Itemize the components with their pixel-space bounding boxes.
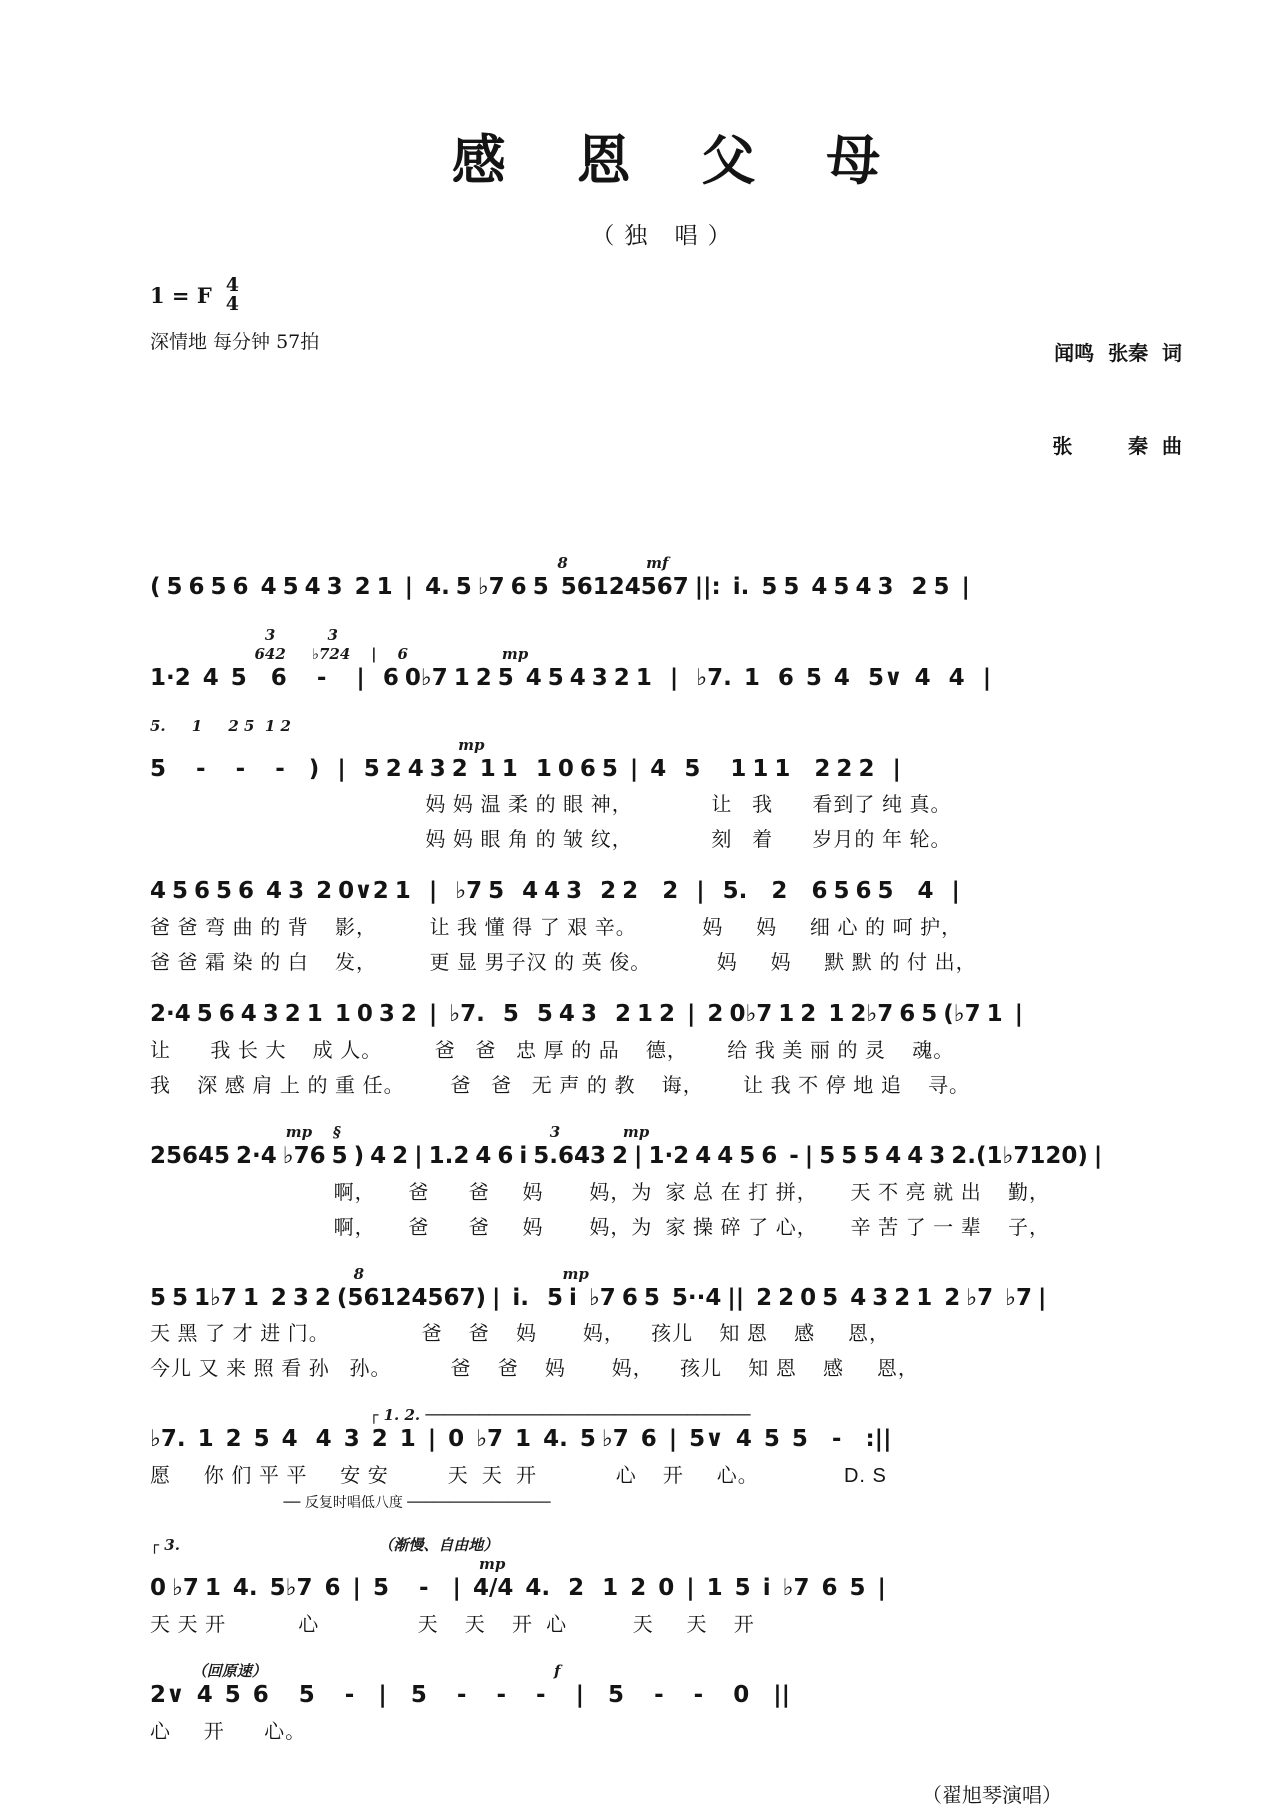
system-8 (150, 1406, 1182, 1512)
performer-note: （翟旭琴演唱） (922, 1782, 1062, 1807)
key-tempo-block (150, 276, 319, 354)
system-5-lyric-2: 我 深 感 肩 上 的 重 任。 爸 爸 无 声 的 教 诲， 让 我 不 停 地 追 寻。 (150, 1074, 971, 1097)
system-10-annotation-1: （回原速） f (150, 1661, 561, 1680)
time-signature (226, 276, 239, 315)
system-6-annotation-1: mp § 3 mp (150, 1122, 650, 1141)
system-3-annotation-2: mp (150, 735, 485, 754)
system-4 (150, 877, 1182, 976)
system-7-lyric-1: 天 黑 了 才 进 门。 爸 爸 妈 妈， 孩儿 知 恩 感 恩， (150, 1323, 890, 1346)
time-signature-top: 4 (225, 274, 239, 296)
system-9-notes: 0 ♭7 1 4. 5♭7 6 | 5 - | 4/4 4. 2 1 2 0 | 1 5 i ♭7 6 5 | (150, 1575, 886, 1601)
system-7 (150, 1265, 1182, 1383)
system-4-notes: 4 5 6 5 6 4 3 2 0∨2 1 | ♭7 5 4 4 3 2 2 2 | 5. 2 6 5 6 5 4 | (150, 878, 960, 905)
system-3-notes: 5 - - - ) | 5 2 4 3 2 1 1 1 0 6 5 | 4 5 1 1 1 2 2 2 | (150, 755, 901, 782)
system-3-annotation-1: 5. 1 2 5 1 2 (150, 716, 291, 735)
system-5-lyric-1: 让 我 长 大 成 人。 爸 爸 忠 厚 的 品 德， 给 我 美 丽 的 灵 魂。 (150, 1039, 955, 1062)
system-9-annotation-2: mp (150, 1555, 506, 1573)
system-1 (150, 554, 1182, 602)
system-2-annotation-2: 642 ♭724 | 6 mp (150, 644, 529, 663)
time-signature-bottom: 4 (225, 293, 239, 316)
system-8-annotation-1: ┌ 1. 2. ──────────────────────────────────── (150, 1406, 751, 1425)
system-3-lyric-1: 妈 妈 温 柔 的 眼 神， 让 我 看到了 纯 真。 (150, 794, 952, 817)
system-3 (150, 717, 1182, 854)
system-7-notes: 5 5 1♭7 1 2 3 2 (56124567) | i. 5 i ♭7 6 5 5··4 || 2 2 0 5 4 3 2 1 2 ♭7 ♭7 | (150, 1284, 1047, 1311)
composer-credit: 张 秦 曲 (1052, 434, 1182, 458)
system-6-lyric-1: 啊， 爸 爸 妈 妈，为 家 总 在 打 拼， 天 不 亮 就 出 勤， (150, 1181, 1050, 1204)
system-6-notes: 25645 2·4 ♭76 5 ) 4 2 | 1.2 4 6 i 5.643 2 | 1·2 4 4 5 6 - | 5 5 5 4 4 3 2.(1♭7120) | (150, 1142, 1103, 1169)
system-8-notes: ♭7. 1 2 5 4 4 3 2 1 | 0 ♭7 1 4. 5 ♭7 6 | 5∨ 4 5 5 - :|| (150, 1426, 892, 1453)
song-subtitle: （独 唱） (591, 223, 741, 249)
system-9-lyric-1: 天 天 开 心 天 天 开 心 天 天 开 (150, 1613, 755, 1636)
system-7-lyric-2: 今儿 又 来 照 看 孙 孙。 爸 爸 妈 妈， 孩儿 知 恩 感 恩， (150, 1358, 919, 1381)
system-6-lyric-2: 啊， 爸 爸 妈 妈，为 家 操 碎 了 心， 辛 苦 了 一 辈 子， (150, 1216, 1050, 1239)
system-10-notes: 2∨ 4 5 6 5 - | 5 - - - | 5 - - 0 || (150, 1681, 791, 1708)
system-1-annotation-2: 8 mf (150, 554, 669, 572)
system-1-notes: ( 5 6 5 6 4 5 4 3 2 1 | 4. 5 ♭7 6 5 56124567 ||: i. 5 5 4 5 4 3 2 5 | (150, 574, 970, 600)
system-9-annotation-1: ┌ 3. （渐慢、自由地） (150, 1536, 499, 1554)
system-10-lyric-1: 心 开 心。 (150, 1720, 307, 1743)
system-10 (150, 1662, 1182, 1745)
song-title: 感 恩 父 母 (451, 128, 907, 192)
key-signature-line (150, 276, 319, 315)
score-meta-row (150, 276, 1182, 524)
lyricist-credit: 闻鸣 张秦 词 (1054, 341, 1182, 365)
credits-block (1052, 276, 1182, 524)
tempo-marking: 深情地 每分钟 57拍 (150, 330, 320, 353)
system-3-lyric-2: 妈 妈 眼 角 的 皱 纹， 刻 着 岁月的 年 轮。 (150, 829, 952, 852)
system-2 (150, 626, 1182, 693)
system-4-lyric-1: 爸 爸 弯 曲 的 背 影， 让 我 懂 得 了 艰 辛。 妈 妈 细 心 的 呵 护， (150, 917, 963, 939)
system-9 (150, 1536, 1182, 1638)
key-signature: 1 = F (150, 282, 212, 308)
system-4-lyric-2: 爸 爸 霜 染 的 白 发， 更 显 男子汉 的 英 俊。 妈 妈 默 默 的 付 出， (150, 952, 977, 974)
system-8-lyric-1: 愿 你 们 平 平 安 安 天 天 开 心 开 心。 D. S (150, 1465, 887, 1487)
system-6 (150, 1123, 1182, 1241)
system-7-annotation-1: 8 mp (150, 1264, 589, 1283)
notation-systems (150, 554, 1182, 1745)
system-2-annotation-1: 3 3 (150, 625, 338, 644)
system-5 (150, 1000, 1182, 1099)
system-2-notes: 1·2 4 5 6 - | 6 0♭7 1 2 5 4 5 4 3 2 1 | ♭7. 1 6 5 4 5∨ 4 4 | (150, 664, 992, 691)
system-8-below-note: ── 反复时唱低八度 ───────────────── (150, 1495, 551, 1511)
system-5-notes: 2·4 5 6 4 3 2 1 1 0 3 2 | ♭7. 5 5 4 3 2 1 2 | 2 0♭7 1 2 1 2♭7 6 5 (♭7 1 | (150, 1001, 1024, 1027)
